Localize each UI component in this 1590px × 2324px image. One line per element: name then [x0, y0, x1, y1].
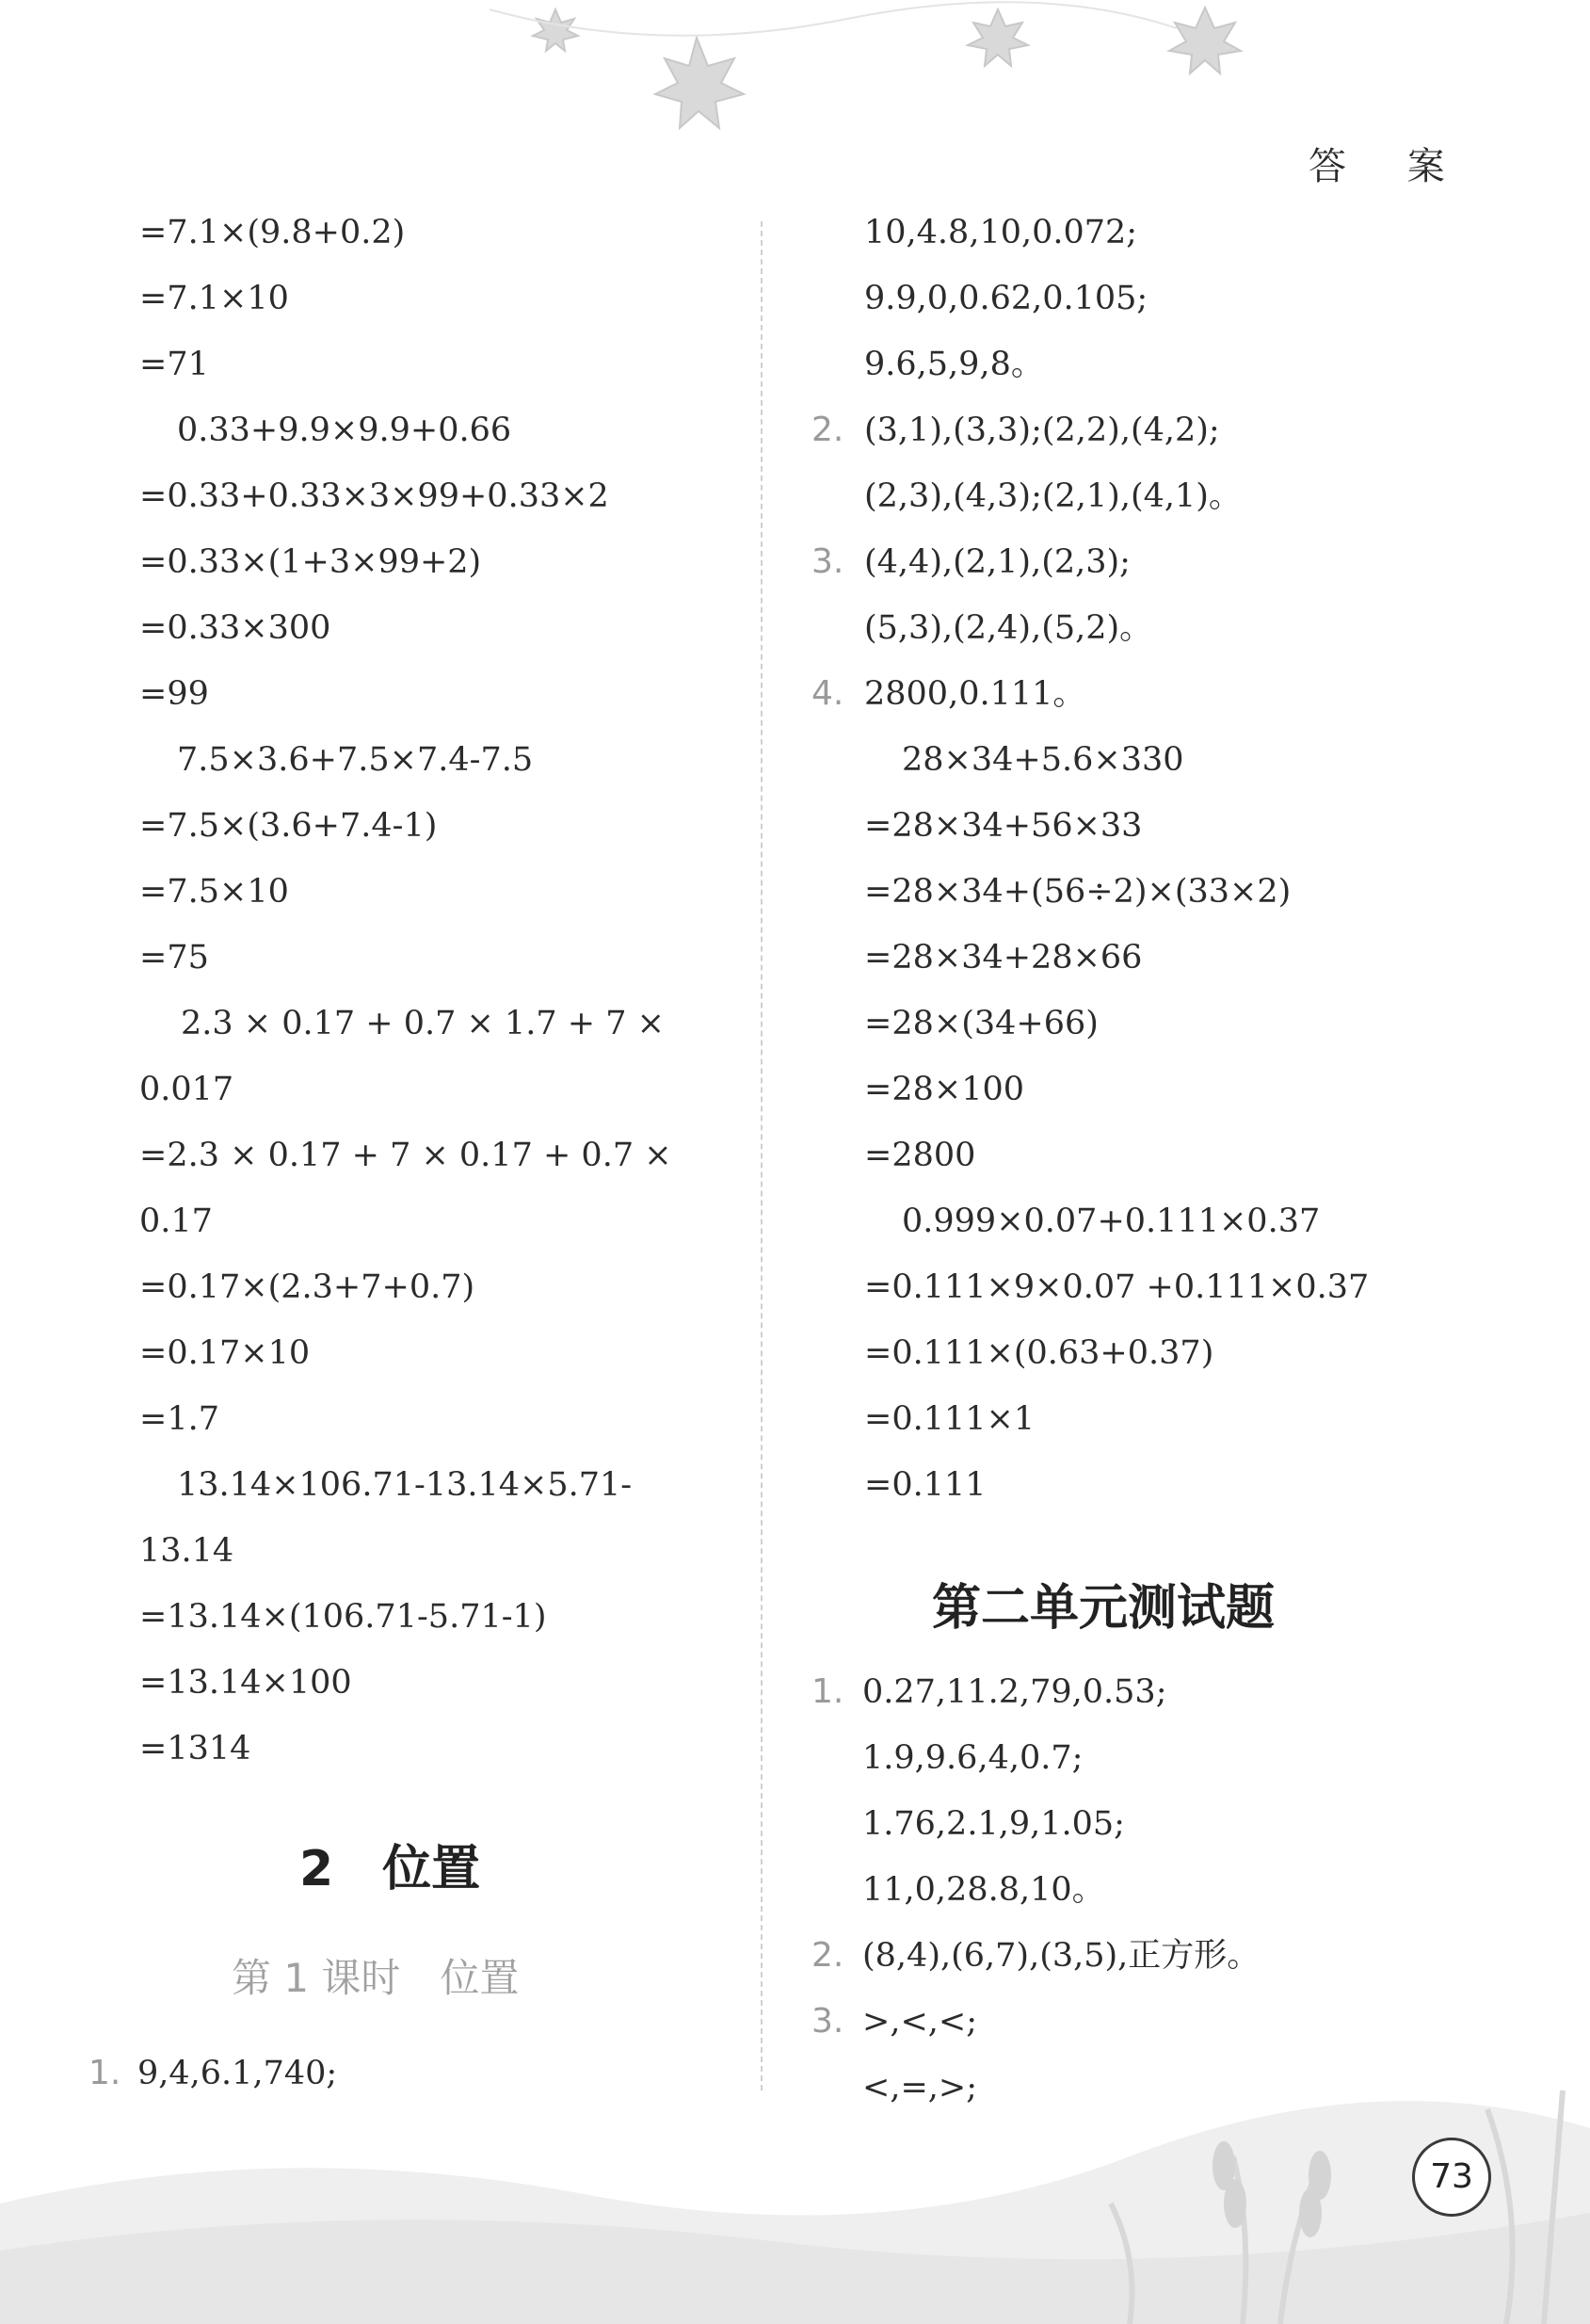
question-number: 3.	[811, 542, 844, 581]
right-line: =28×34+(56÷2)×(33×2)	[864, 873, 1292, 911]
right-line: =0.111×9×0.07 +0.111×0.37	[864, 1268, 1370, 1306]
right-line: (8,4),(6,7),(3,5),正方形。	[862, 1937, 1261, 1975]
left-line: =1314	[139, 1730, 251, 1767]
right-line: =28×100	[864, 1071, 1024, 1108]
left-line: 13.14×106.71-13.14×5.71-	[177, 1466, 633, 1504]
left-line: 2.3 × 0.17 + 0.7 × 1.7 + 7 ×	[181, 1005, 665, 1042]
maple-leaf-icon	[0, 0, 1590, 132]
question-number: 1.	[811, 1672, 844, 1711]
right-line: =28×34+56×33	[864, 807, 1143, 845]
left-line: =75	[139, 939, 209, 976]
right-line: (3,1),(3,3);(2,2),(4,2);	[864, 412, 1220, 449]
left-line: 7.5×3.6+7.5×7.4-7.5	[177, 741, 534, 779]
left-line: 0.017	[139, 1071, 234, 1108]
left-line: =2.3 × 0.17 + 7 × 0.17 + 0.7 ×	[139, 1137, 672, 1174]
left-line: =1.7	[139, 1400, 219, 1438]
section-title-position: 2 位置	[299, 1841, 481, 1897]
right-line: (4,4),(2,1),(2,3);	[864, 543, 1131, 581]
right-line: 1.9,9.6,4,0.7;	[862, 1739, 1084, 1777]
left-line: =13.14×100	[139, 1664, 352, 1702]
right-line: >,<,<;	[862, 2003, 978, 2041]
right-line: (5,3),(2,4),(5,2)。	[864, 609, 1153, 647]
right-line: =2800	[864, 1137, 976, 1174]
question-number: 1.	[88, 2054, 121, 2092]
answer-line: 9,4,6.1,740;	[137, 2055, 338, 2092]
left-line: =0.33+0.33×3×99+0.33×2	[139, 477, 609, 515]
left-line: =7.5×(3.6+7.4-1)	[139, 807, 438, 845]
unit-test-title: 第二单元测试题	[932, 1580, 1276, 1637]
right-line: 2800,0.111。	[864, 675, 1086, 713]
column-divider	[761, 221, 763, 2090]
question-number: 3.	[811, 2002, 844, 2041]
left-line: =99	[139, 675, 209, 713]
left-line: =7.5×10	[139, 873, 289, 911]
left-line: 0.17	[139, 1202, 213, 1240]
left-line: =71	[139, 346, 209, 383]
right-line: 9.6,5,9,8。	[864, 346, 1044, 383]
right-line: 0.27,11.2,79,0.53;	[862, 1673, 1167, 1711]
right-line: 10,4.8,10,0.072;	[864, 214, 1138, 251]
left-line: =7.1×10	[139, 280, 289, 317]
wheat-grass-icon	[0, 2053, 1590, 2324]
left-line: 13.14	[139, 1532, 234, 1570]
right-line: =0.111	[864, 1466, 987, 1504]
question-number: 2.	[811, 411, 844, 449]
question-number: 2.	[811, 1936, 844, 1975]
right-line: <,=,>;	[862, 2069, 978, 2106]
left-line: =0.17×10	[139, 1334, 311, 1372]
left-line: =13.14×(106.71-5.71-1)	[139, 1598, 547, 1636]
left-line: 0.33+9.9×9.9+0.66	[177, 412, 512, 449]
header-answer-label: 答 案	[1309, 145, 1470, 188]
right-line: 11,0,28.8,10。	[862, 1871, 1105, 1909]
right-line: =0.111×(0.63+0.37)	[864, 1334, 1214, 1372]
question-number: 4.	[811, 674, 844, 713]
right-line: (2,3),(4,3);(2,1),(4,1)。	[864, 477, 1242, 515]
lesson-title: 第 1 课时 位置	[232, 1955, 520, 2001]
left-line: =0.17×(2.3+7+0.7)	[139, 1268, 475, 1306]
right-line: =28×34+28×66	[864, 939, 1143, 976]
right-line: 9.9,0,0.62,0.105;	[864, 280, 1148, 317]
right-line: =28×(34+66)	[864, 1005, 1099, 1042]
page-number: 73	[1412, 2138, 1491, 2217]
left-line: =7.1×(9.8+0.2)	[139, 214, 406, 251]
right-line: 28×34+5.6×330	[902, 741, 1184, 779]
right-line: =0.111×1	[864, 1400, 1036, 1438]
left-line: =0.33×300	[139, 609, 331, 647]
right-line: 1.76,2.1,9,1.05;	[862, 1805, 1125, 1843]
right-line: 0.999×0.07+0.111×0.37	[902, 1202, 1321, 1240]
left-line: =0.33×(1+3×99+2)	[139, 543, 482, 581]
